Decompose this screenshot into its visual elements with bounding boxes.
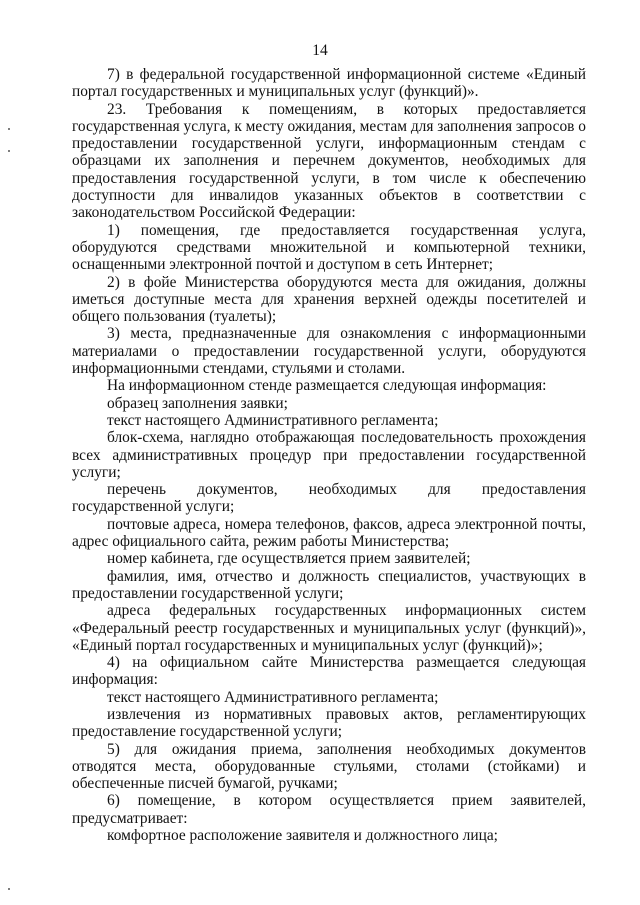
page-number: 14: [312, 42, 328, 59]
scan-mark: [8, 150, 10, 152]
paragraph-23-requirements: 23. Требования к помещениям, в которых предоставляется государственная услуга, к месту ожидания, местам для заполнения запросов о предоставлении государственной услуги, информационным стендам с образцами их заполнения и перечнем документов, необходимых для предоставления государственной услуги, в том числе к обеспечению доступности для инвалидов указанных объектов в соответствии с законодательством Российской Федерации:: [72, 100, 586, 222]
list-item: номер кабинета, где осуществляется прием заявителей;: [107, 550, 471, 568]
list-item: блок-схема, наглядно отображающая последовательность прохождения всех административных процедур при предоставлении государственной услуги;: [72, 429, 586, 481]
paragraph-website-info: 4) на официальном сайте Министерства размещается следующая информация:: [72, 654, 586, 689]
scan-mark: [8, 888, 10, 890]
list-item: фамилия, имя, отчество и должность специалистов, участвующих в предоставлении государственной услуги;: [72, 567, 586, 602]
list-item: комфортное расположение заявителя и должностного лица;: [107, 827, 498, 845]
scan-mark: [8, 128, 10, 130]
document-body: [72, 66, 586, 844]
paragraph-info-places: 3) места, предназначенные для ознакомления с информационными материалами о предоставлении государственной услуги, оборудуются информационными стендами, стульями и столами.: [72, 325, 586, 378]
paragraph-reception-room: 6) помещение, в котором осуществляется прием заявителей, предусматривает:: [72, 792, 586, 827]
list-item: образец заполнения заявки;: [107, 394, 288, 412]
list-item: перечень документов, необходимых для предоставления государственной услуги;: [72, 481, 586, 516]
list-item: адреса федеральных государственных информационных систем «Федеральный реестр государственных и муниципальных услуг (функций)», «Единый портал государственных и муниципальных услуг (функций)»;: [72, 602, 586, 654]
paragraph-equipment: 1) помещения, где предоставляется государственная услуга, оборудуются средствами множительной и компьютерной техники, оснащенными электронной почтой и доступом в сеть Интернет;: [72, 221, 586, 274]
paragraph-stand-intro: На информационном стенде размещается следующая информация:: [107, 377, 547, 395]
list-item: почтовые адреса, номера телефонов, факсов, адреса электронной почты, адрес официального сайта, режим работы Министерства;: [72, 515, 586, 551]
paragraph-waiting-area: 2) в фойе Министерства оборудуются места для ожидания, должны иметься доступные места для хранения верхней одежды посетителей и общего пользования (туалеты);: [72, 273, 586, 326]
list-item: текст настоящего Административного регламента;: [107, 411, 439, 429]
paragraph-reception-waiting: 5) для ожидания приема, заполнения необходимых документов отводятся места, оборудованные стульями, столами (стойками) и обеспеченные писчей бумагой, ручками;: [72, 740, 586, 793]
list-item: извлечения из нормативных правовых актов, регламентирующих предоставление государственной услуги;: [72, 705, 586, 741]
list-item: текст настоящего Административного регламента;: [107, 688, 439, 706]
paragraph-item-7: 7) в федеральной государственной информационной системе «Единый портал государственных и муниципальных услуг (функций)».: [72, 66, 586, 101]
